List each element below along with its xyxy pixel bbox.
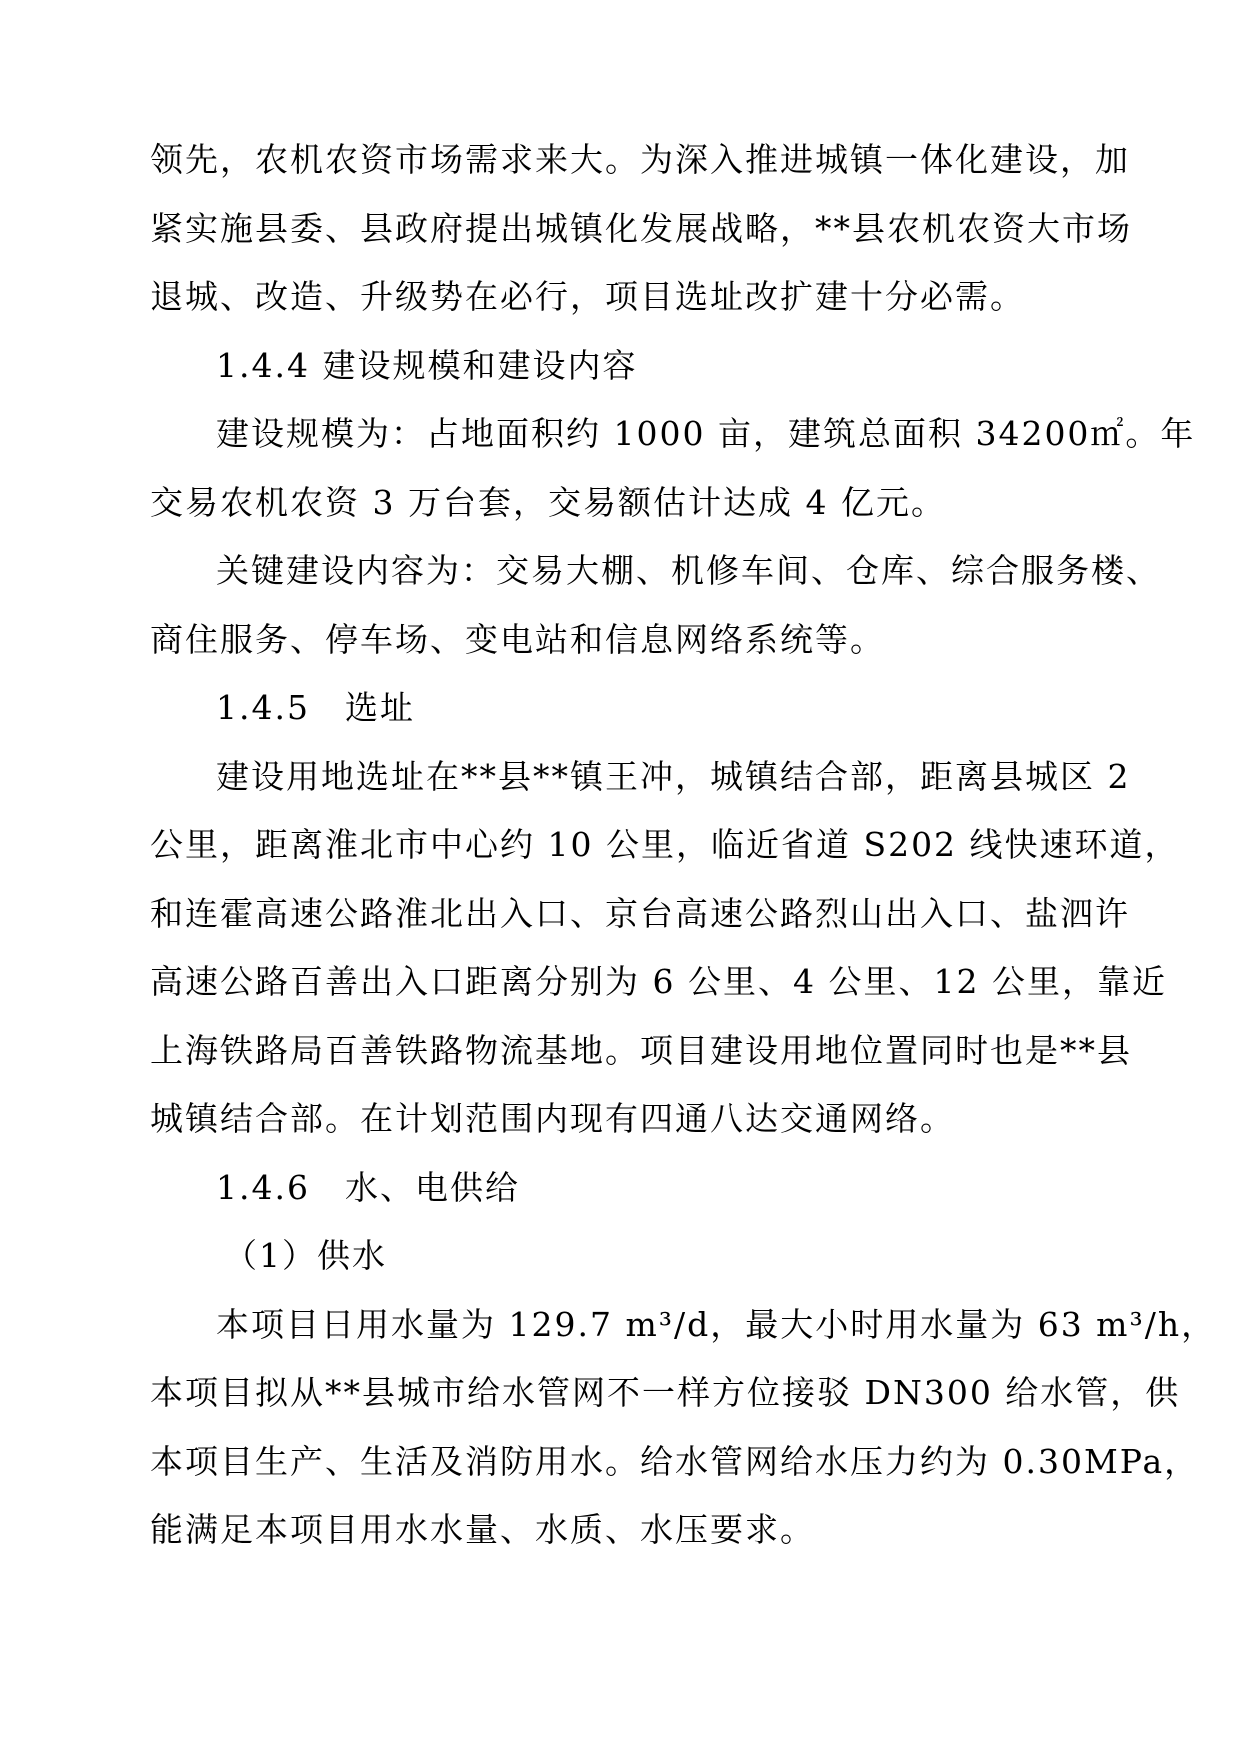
section-heading-1-4-5: 1.4.5 选址 (216, 688, 415, 727)
paragraph-line: 本项目日用水量为 129.7 m³/d，最大小时用水量为 63 m³/h， (216, 1304, 1217, 1344)
paragraph-line: 紧实施县委、县政府提出城镇化发展战略，**县农机农资大市场 (150, 208, 1132, 248)
paragraph-line: 本项目拟从**县城市给水管网不一样方位接驳 DN300 给水管，供 (150, 1373, 1181, 1412)
paragraph-line: 高速公路百善出入口距离分别为 6 公里、4 公里、12 公里，靠近 (150, 962, 1167, 1001)
paragraph-line: 建设用地选址在**县**镇王冲，城镇结合部，距离县城区 2 (216, 756, 1131, 796)
section-heading-1-4-6: 1.4.6 水、电供给 (216, 1167, 520, 1207)
paragraph-line: 能满足本项目用水水量、水质、水压要求。 (150, 1510, 815, 1549)
paragraph-line: 公里，距离淮北市中心约 10 公里，临近省道 S202 线快速环道， (150, 825, 1180, 864)
paragraph-line: 城镇结合部。在计划范围内现有四通八达交通网络。 (150, 1099, 955, 1138)
paragraph-line: 退城、改造、升级势在必行，项目选址改扩建十分必需。 (150, 277, 1025, 316)
paragraph-line: 上海铁路局百善铁路物流基地。项目建设用地位置同时也是**县 (150, 1030, 1132, 1070)
section-heading-1-4-4: 1.4.4 建设规模和建设内容 (216, 345, 638, 385)
document-page (150, 126, 1217, 1565)
paragraph-line: 关键建设内容为：交易大棚、机修车间、仓库、综合服务楼、 (216, 551, 1161, 590)
paragraph-line: 交易农机农资 3 万台套，交易额估计达成 4 亿元。 (150, 482, 946, 522)
paragraph-line: 本项目生产、生活及消防用水。给水管网给水压力约为 0.30MPa， (150, 1441, 1200, 1481)
paragraph-line: 领先，农机农资市场需求来大。为深入推进城镇一体化建设，加 (150, 140, 1130, 179)
paragraph-line: 商住服务、停车场、变电站和信息网络系统等。 (150, 619, 885, 659)
paragraph-line: 建设规模为：占地面积约 1000 亩，建筑总面积 34200㎡。年 (216, 414, 1196, 453)
subsection-heading-water-supply: （1）供水 (224, 1236, 387, 1275)
paragraph-line: 和连霍高速公路淮北出入口、京台高速公路烈山出入口、盐泗许 (150, 893, 1130, 933)
